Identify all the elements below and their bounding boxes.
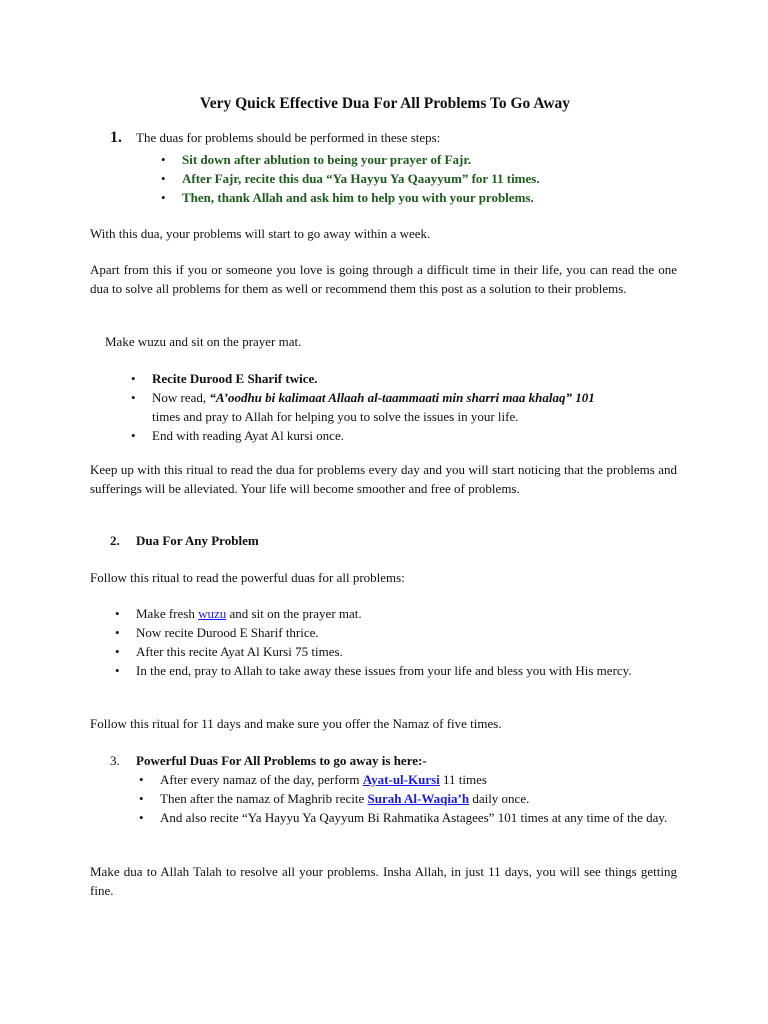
section-1-number: 1.	[110, 129, 122, 146]
section-2-number: 2.	[110, 533, 120, 548]
paragraph: Make wuzu and sit on the prayer mat.	[105, 334, 302, 349]
list-item: • Now recite Durood E Sharif thrice.	[109, 623, 679, 642]
page-title: Very Quick Effective Dua For All Problems To Go Away	[199, 95, 571, 112]
section-3-heading	[110, 751, 427, 770]
section-3-list	[133, 770, 679, 827]
list-item: • After this recite Ayat Al Kursi 75 times.	[109, 642, 679, 661]
section-2-heading	[110, 531, 259, 550]
paragraph: Make dua to Allah Talah to resolve all your problems. Insha Allah, in just 11 days, you will see things getting fine.	[90, 864, 677, 898]
ritual-list	[125, 369, 681, 445]
bullet-icon: •	[139, 810, 144, 825]
list-item: • Recite Durood E Sharif twice.	[125, 369, 681, 388]
bullet-icon: •	[115, 606, 120, 621]
list-item: • After Fajr, recite this dua “Ya Hayyu Ya Qaayyum” for 11 times.	[155, 169, 685, 188]
list-item: • Now read, “A’oodhu bi kalimaat Allaah al-taammaati min sharri maa khalaq” 101 times and pray to Allah for helping you to solve the issues in your life.	[125, 388, 681, 426]
ayat-ul-kursi-link[interactable]: Ayat-ul-Kursi	[362, 772, 440, 787]
bullet-icon: •	[161, 171, 166, 186]
section-3-number: 3.	[110, 753, 120, 768]
list-item: • In the end, pray to Allah to take away these issues from your life and bless you with His mercy.	[109, 661, 679, 680]
bullet-icon: •	[131, 428, 136, 443]
wuzu-link[interactable]: wuzu	[198, 606, 227, 621]
bullet-icon: •	[139, 791, 144, 806]
section-2-title: Dua For Any Problem	[136, 533, 259, 548]
bullet-icon: •	[161, 152, 166, 167]
list-item: • And also recite “Ya Hayyu Ya Qayyum Bi Rahmatika Astagees” 101 times at any time of the day.	[133, 808, 679, 827]
paragraph: Follow this ritual for 11 days and make sure you offer the Namaz of five times.	[90, 716, 502, 731]
bullet-icon: •	[161, 190, 166, 205]
list-item: • Then, thank Allah and ask him to help you with your problems.	[155, 188, 685, 207]
paragraph: With this dua, your problems will start to go away within a week.	[90, 226, 431, 241]
section-1-steps	[155, 150, 685, 207]
surah-al-waqiah-link[interactable]: Surah Al-Waqia’h	[367, 791, 470, 806]
bullet-icon: •	[115, 625, 120, 640]
list-item: • After every namaz of the day, perform Ayat-ul-Kursi 11 times	[133, 770, 679, 789]
bullet-icon: •	[139, 772, 144, 787]
paragraph: Follow this ritual to read the powerful duas for all problems:	[90, 570, 405, 585]
list-item: • Then after the namaz of Maghrib recite Surah Al-Waqia’h daily once.	[133, 789, 679, 808]
bullet-icon: •	[115, 644, 120, 659]
list-item: • Sit down after ablution to being your prayer of Fajr.	[155, 150, 685, 169]
bullet-icon: •	[131, 371, 136, 386]
section-3-title: Powerful Duas For All Problems to go away is here:-	[136, 753, 427, 768]
list-item: • Make fresh wuzu and sit on the prayer mat.	[109, 604, 679, 623]
list-item: • End with reading Ayat Al kursi once.	[125, 426, 681, 445]
paragraph: Apart from this if you or someone you love is going through a difficult time in their life, you can read the one dua to solve all problems for them as well or recommend them this post as a solution to their problems.	[90, 262, 677, 296]
ritual-list-2	[109, 604, 679, 680]
section-1-heading	[110, 128, 440, 147]
section-1-intro: The duas for problems should be performed in these steps:	[136, 130, 441, 145]
bullet-icon: •	[131, 390, 136, 405]
bullet-icon: •	[115, 663, 120, 678]
paragraph: Keep up with this ritual to read the dua for problems every day and you will start noticing that the problems and sufferings will be alleviated. Your life will become smoother and free of problems.	[90, 462, 677, 496]
